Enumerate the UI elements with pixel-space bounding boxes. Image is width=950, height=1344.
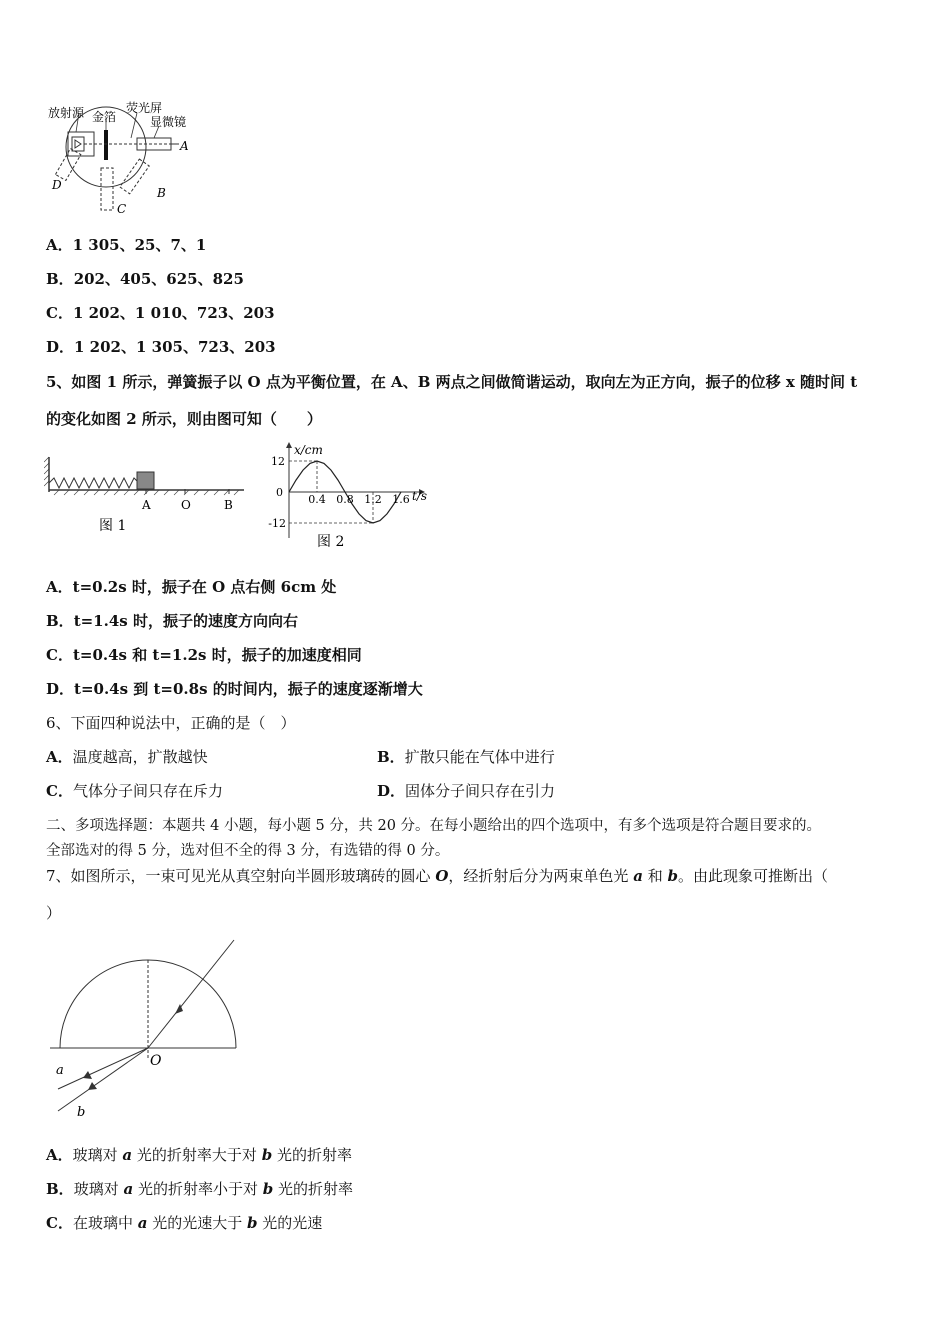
q4-option-a: A．1 305、25、7、1: [46, 236, 207, 254]
alpha-scattering-figure: [44, 100, 204, 218]
label-microscope: 显微镜: [150, 115, 187, 129]
q7-option-c: C．在玻璃中 a 光的光速大于 b 光的光速: [46, 1214, 323, 1232]
q6-stem: 6、下面四种说法中，正确的是（ ）: [46, 714, 296, 732]
q5-option-c: C．t=0.4s 和 t=1.2s 时，振子的加速度相同: [46, 646, 362, 664]
fig1-point-o: O: [181, 498, 191, 512]
refraction-label-a: a: [56, 1063, 64, 1078]
fig2-caption: 图 2: [317, 534, 345, 550]
label-source: 放射源: [48, 106, 85, 120]
q6-option-a: A．温度越高，扩散越快: [46, 748, 208, 766]
q6-option-d: D．固体分子间只存在引力: [377, 782, 556, 800]
q5-stem-line2: 的变化如图 2 所示，则由图可知（ ）: [46, 410, 322, 428]
fig1-point-a: A: [142, 498, 151, 512]
q6-option-c: C．气体分子间只存在斥力: [46, 782, 223, 800]
label-pos-c: C: [117, 202, 127, 216]
label-foil: 金箔: [92, 110, 117, 124]
x-tick-label: 1.2: [364, 493, 382, 506]
label-pos-d: D: [52, 178, 62, 192]
refraction-label-b: b: [77, 1105, 86, 1120]
y-tick-label: -12: [268, 517, 286, 530]
label-pos-a: A: [180, 139, 189, 153]
refraction-figure: [50, 935, 245, 1120]
y-axis-arrow: [286, 442, 292, 448]
q5-option-d: D．t=0.4s 到 t=0.8s 的时间内，振子的速度逐渐增大: [46, 680, 423, 698]
q7-option-a: A．玻璃对 a 光的折射率大于对 b 光的折射率: [46, 1146, 352, 1164]
q7-option-b: B．玻璃对 a 光的折射率小于对 b 光的折射率: [46, 1180, 354, 1198]
xt-chart: [262, 440, 437, 555]
y-tick-label: 12: [271, 455, 285, 468]
q5-stem-line1: 5、如图 1 所示，弹簧振子以 O 点为平衡位置，在 A、B 两点之间做简谐运动，取向左为正方向，振子的位移 x 随时间 t: [46, 373, 858, 391]
label-screen: 荧光屏: [126, 101, 163, 115]
q4-option-c: C．1 202、1 010、723、203: [46, 304, 275, 322]
ylabel: x/cm: [294, 443, 323, 457]
q7-stem-line1: 7、如图所示，一束可见光从真空射向半圆形玻璃砖的圆心 O，经折射后分为两束单色光 a 和 b。由此现象可推断出（: [46, 867, 828, 885]
fig1-caption: 图 1: [99, 518, 127, 534]
x-tick-label: 1.6: [392, 493, 410, 506]
y-tick-label: 0: [276, 486, 283, 499]
section2-line1: 二、多项选择题：本题共 4 小题，每小题 5 分，共 20 分。在每小题给出的四个选项中，有多个选项是符合题目要求的。: [46, 818, 822, 834]
x-tick-label: 0.8: [336, 493, 354, 506]
xlabel: t/s: [412, 489, 428, 503]
q4-option-b: B．202、405、625、825: [46, 270, 244, 288]
q7-stem-line2: ）: [46, 904, 62, 922]
q5-option-b: B．t=1.4s 时，振子的速度方向向右: [46, 612, 298, 630]
refraction-label-o: O: [150, 1053, 162, 1069]
q5-option-a: A．t=0.2s 时，振子在 O 点右侧 6cm 处: [46, 578, 337, 596]
q6-option-b: B．扩散只能在气体中进行: [377, 748, 555, 766]
spring-oscillator-figure: [44, 452, 249, 540]
label-pos-b: B: [157, 186, 166, 200]
x-tick-label: 0.4: [308, 493, 326, 506]
fig1-point-b: B: [224, 498, 233, 512]
section2-line2: 全部选对的得 5 分，选对但不全的得 3 分，有选错的得 0 分。: [46, 843, 450, 859]
q4-option-d: D．1 202、1 305、723、203: [46, 338, 276, 356]
